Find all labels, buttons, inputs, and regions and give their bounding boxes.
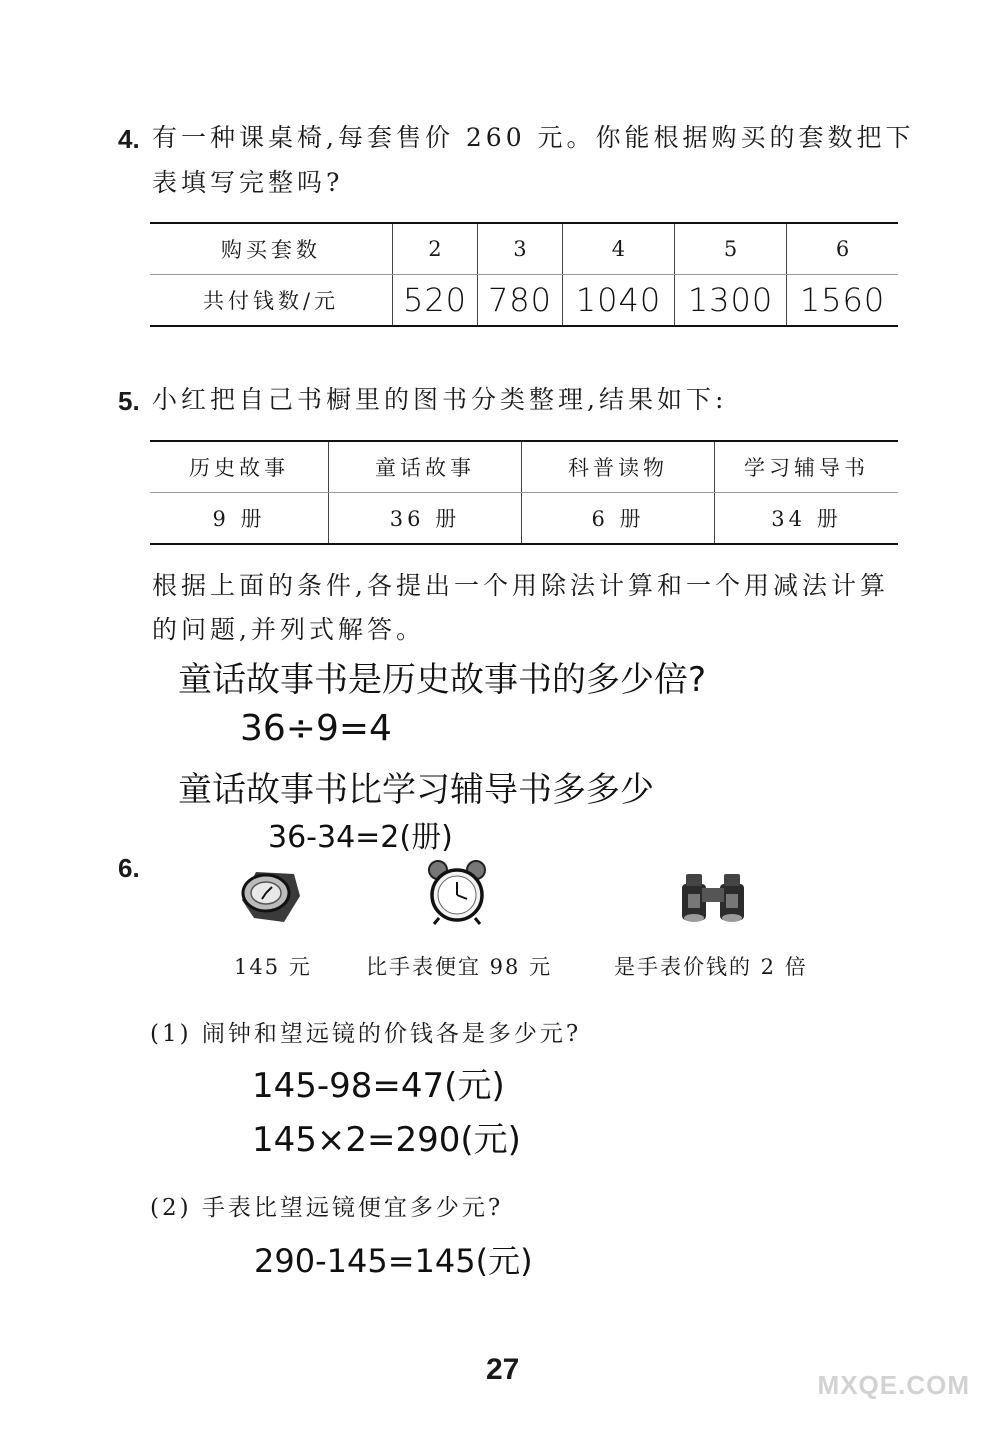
q6-number: 6. [118, 853, 140, 883]
sets-cell: 3 [477, 223, 562, 275]
sets-cell: 4 [562, 223, 674, 275]
q5-handwritten-question1: 童话故事书是历史故事书的多少倍? [178, 660, 707, 700]
q5-prompt-line1: 根据上面的条件,各提出一个用除法计算和一个用减法计算 [152, 571, 889, 600]
watch-price-caption: 145 元 [234, 955, 312, 979]
value-cell: 36 册 [329, 493, 522, 545]
q5-books-table [150, 440, 898, 545]
table-row [150, 223, 898, 275]
header-cell: 科普读物 [522, 441, 715, 493]
amount-cell: 520 [393, 275, 478, 327]
q4-price-table [150, 222, 898, 327]
alarm-clock-price-caption: 比手表便宜 98 元 [366, 955, 553, 979]
header-cell: 历史故事 [150, 441, 329, 493]
value-cell: 6 册 [522, 493, 715, 545]
value-cell: 34 册 [715, 493, 899, 545]
watermark: MXQE.COM [817, 1370, 970, 1400]
header-cell: 童话故事 [329, 441, 522, 493]
alarm-clock-icon [424, 858, 490, 930]
binoculars-icon [678, 868, 748, 930]
sets-cell: 2 [393, 223, 478, 275]
q4-text-line2: 表填写完整吗? [152, 168, 344, 197]
q5-number: 5. [118, 386, 140, 416]
q5-handwritten-equation1: 36÷9=4 [240, 708, 392, 749]
sets-cell: 5 [675, 223, 787, 275]
row-label-sets: 购买套数 [150, 223, 393, 275]
row-label-amount: 共付钱数/元 [202, 289, 340, 313]
header-cell: 学习辅导书 [715, 441, 899, 493]
table-row [150, 441, 898, 493]
table-row [150, 493, 898, 545]
q6-answer-1b: 145×2=290(元) [252, 1120, 521, 1160]
q6-sub-question-1: (1) 闹钟和望远镜的价钱各是多少元? [150, 1021, 582, 1047]
q5-handwritten-question2: 童话故事书比学习辅导书多多少 [178, 770, 654, 810]
q5-text: 小红把自己书橱里的图书分类整理,结果如下: [152, 385, 728, 414]
value-cell: 9 册 [212, 507, 266, 531]
q4-text-line1: 有一种课桌椅,每套售价 260 元。你能根据购买的套数把下 [152, 123, 915, 152]
q6-answer-2: 290-145=145(元) [254, 1242, 533, 1280]
q5-prompt-line2: 的问题,并列式解答。 [152, 615, 425, 644]
watch-icon [234, 866, 304, 930]
amount-cell: 1300 [675, 275, 787, 327]
q6-answer-1a: 145-98=47(元) [252, 1066, 505, 1106]
amount-cell: 1040 [562, 275, 674, 327]
sets-cell: 6 [787, 223, 898, 275]
page-number: 27 [486, 1353, 520, 1386]
amount-cell: 780 [477, 275, 562, 327]
binoculars-price-caption: 是手表价钱的 2 倍 [614, 955, 808, 979]
amount-cell: 1560 [787, 275, 898, 327]
q5-handwritten-equation2: 36-34=2(册) [268, 820, 453, 855]
q6-sub-question-2: (2) 手表比望远镜便宜多少元? [150, 1195, 504, 1221]
q4-number: 4. [118, 124, 140, 154]
table-row [150, 275, 898, 327]
